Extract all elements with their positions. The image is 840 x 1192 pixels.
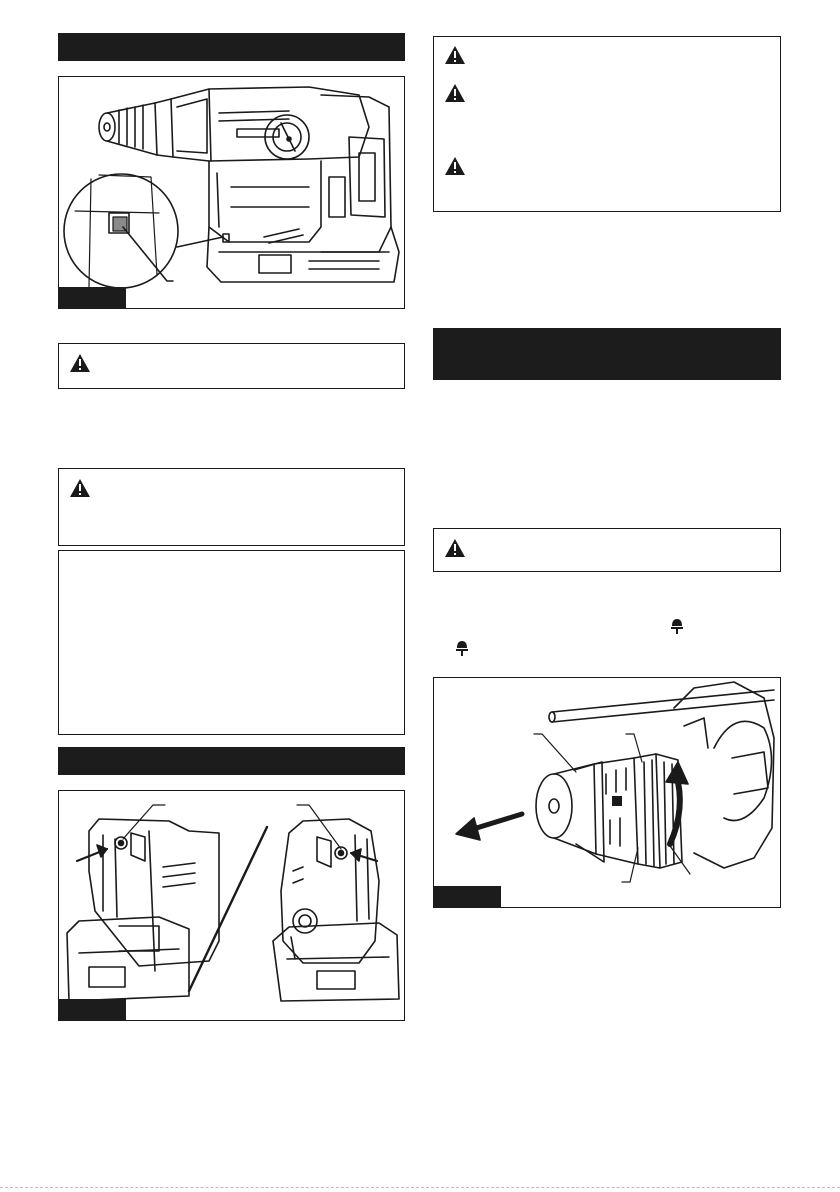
warning-triangle-icon: [444, 45, 466, 65]
warning-triangle-icon: [69, 478, 91, 498]
drill-bit-symbol-icon: [669, 617, 685, 635]
figure-chuck-removal: [433, 677, 781, 908]
warning-box: [433, 528, 781, 572]
warning-box: [58, 468, 405, 546]
warning-triangle-icon: [69, 353, 91, 373]
lock-button-illustration: [59, 791, 403, 1019]
figure-tag: [58, 999, 126, 1021]
rotary-hammer-illustration: [59, 77, 403, 307]
warning-box-multi: [433, 36, 781, 212]
chuck-removal-illustration: [434, 678, 779, 906]
warning-triangle-icon: [444, 83, 466, 103]
figure-lock-button: [58, 790, 405, 1021]
section-header-bar: [58, 747, 405, 775]
section-header-bar: [58, 33, 405, 61]
figure-rotary-hammer: [58, 76, 405, 309]
warning-box: [58, 343, 405, 389]
warning-triangle-icon: [444, 538, 466, 558]
figure-tag: [433, 886, 501, 908]
warning-triangle-icon: [444, 156, 466, 176]
drill-bit-symbol-icon: [454, 639, 470, 657]
section-header-bar: [433, 328, 781, 380]
page-bottom-edge: [0, 1187, 840, 1192]
figure-tag: [58, 287, 126, 309]
note-box: [58, 550, 405, 735]
